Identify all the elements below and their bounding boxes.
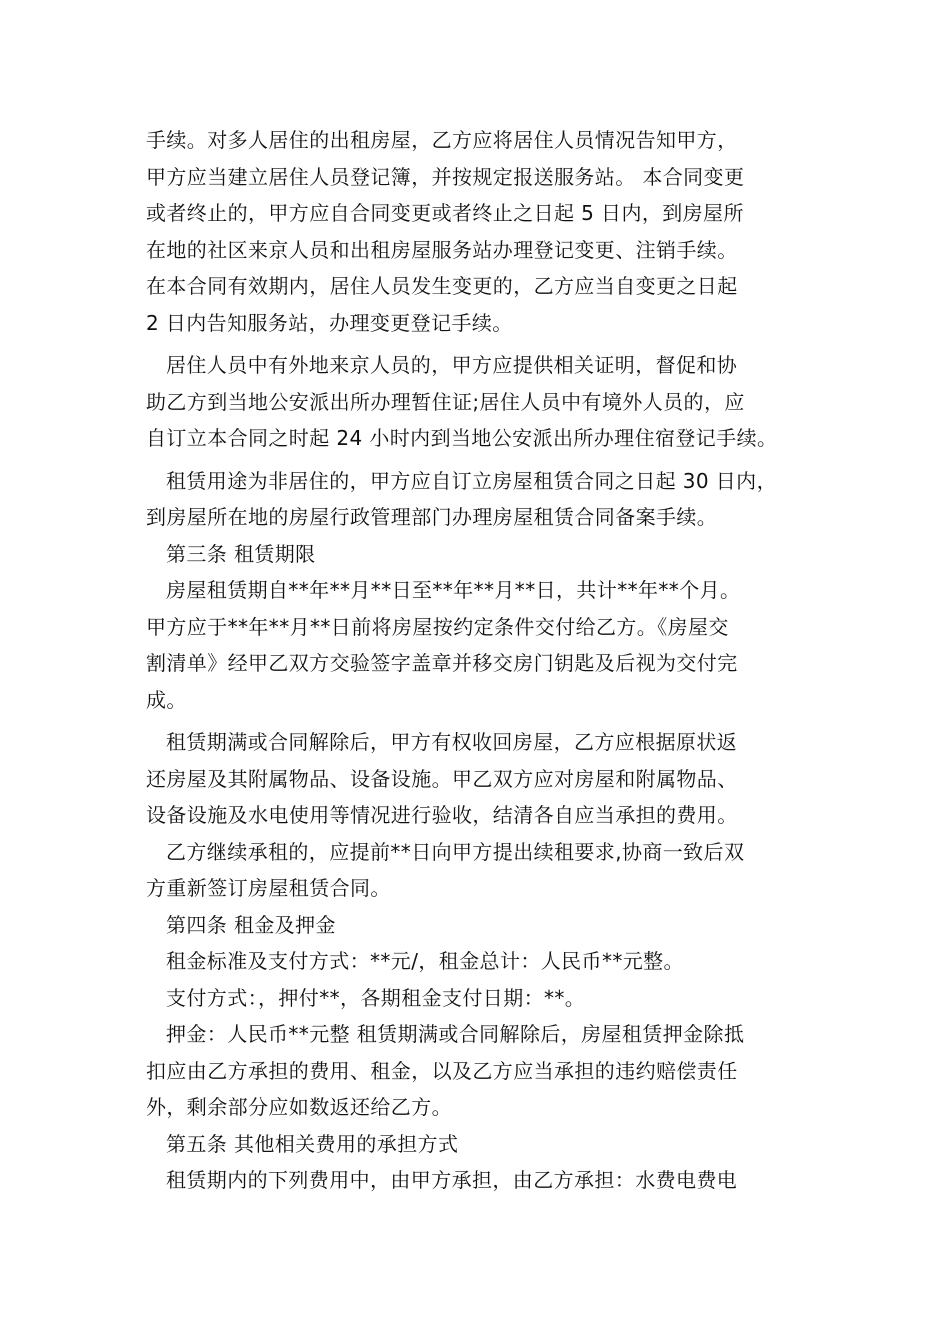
text-line: 外，剩余部分应如数返还给乙方。 [146, 1095, 452, 1119]
text-line: 自订立本合同之时起 24 小时内到当地公安派出所办理住宿登记手续。 [146, 426, 778, 450]
text-line: 方重新签订房屋租赁合同。 [146, 876, 391, 900]
paragraph-start-line: 房屋租赁期自**年**月**日至**年**月**日，共计**年**个月。 [166, 578, 741, 602]
text-line: 在本合同有效期内，居住人员发生变更的，乙方应当自变更之日起 [146, 274, 738, 298]
section-heading: 第五条 其他相关费用的承担方式 [166, 1131, 459, 1156]
paragraph-start-line: 乙方继续承租的，应提前**日向甲方提出续租要求,协商一致后双 [166, 839, 745, 864]
text-line: 甲方应当建立居住人员登记簿，并按规定报送服务站。 本合同变更 [146, 164, 745, 189]
text-line: 设备设施及水电使用等情况进行验收，结清各自应当承担的费用。 [146, 803, 738, 827]
paragraph-start-line: 支付方式：，押付**，各期租金支付日期：**。 [166, 985, 586, 1010]
paragraph-start-line: 租赁期满或合同解除后，甲方有权收回房屋，乙方应根据原状返 [166, 730, 738, 754]
paragraph-start-line: 租赁期内的下列费用中，由甲方承担，由乙方承担：水费电费电 [166, 1168, 738, 1192]
text-line: 还房屋及其附属物品、设备设施。甲乙双方应对房屋和附属物品、 [146, 766, 738, 791]
text-line: 扣应由乙方承担的费用、租金，以及乙方应当承担的违约赔偿责任 [146, 1058, 738, 1083]
text-line: 助乙方到当地公安派出所办理暂住证;居住人员中有境外人员的，应 [146, 389, 745, 414]
paragraph-start-line: 租金标准及支付方式：**元/，租金总计：人民币**元整。 [166, 949, 684, 973]
paragraph-start-line: 租赁用途为非居住的，甲方应自订立房屋租赁合同之日起 30 日内， [166, 468, 777, 493]
text-line: 或者终止的，甲方应自合同变更或者终止之日起 5 日内，到房屋所 [146, 201, 744, 225]
text-line: 割清单》经甲乙双方交验签字盖章并移交房门钥匙及后视为交付完 [146, 651, 738, 675]
text-line: 成。 [146, 687, 187, 712]
paragraph-start-line: 押金：人民币**元整 租赁期满或合同解除后，房屋租赁押金除抵 [166, 1022, 745, 1046]
paragraph-start-line: 居住人员中有外地来京人员的，甲方应提供相关证明，督促和协 [166, 353, 738, 377]
text-line: 到房屋所在地的房屋行政管理部门办理房屋租赁合同备案手续。 [146, 505, 718, 529]
section-heading: 第四条 租金及押金 [166, 912, 336, 937]
section-heading: 第三条 租赁期限 [166, 541, 316, 566]
text-line: 在地的社区来京人员和出租房屋服务站办理登记变更、注销手续。 [146, 237, 738, 262]
text-line: 甲方应于**年**月**日前将房屋按约定条件交付给乙方。《房屋交 [146, 614, 729, 639]
text-line: 手续。对多人居住的出租房屋，乙方应将居住人员情况告知甲方， [146, 128, 738, 152]
text-line: 2 日内告知服务站，办理变更登记手续。 [146, 310, 513, 335]
document-body [146, 122, 806, 1199]
